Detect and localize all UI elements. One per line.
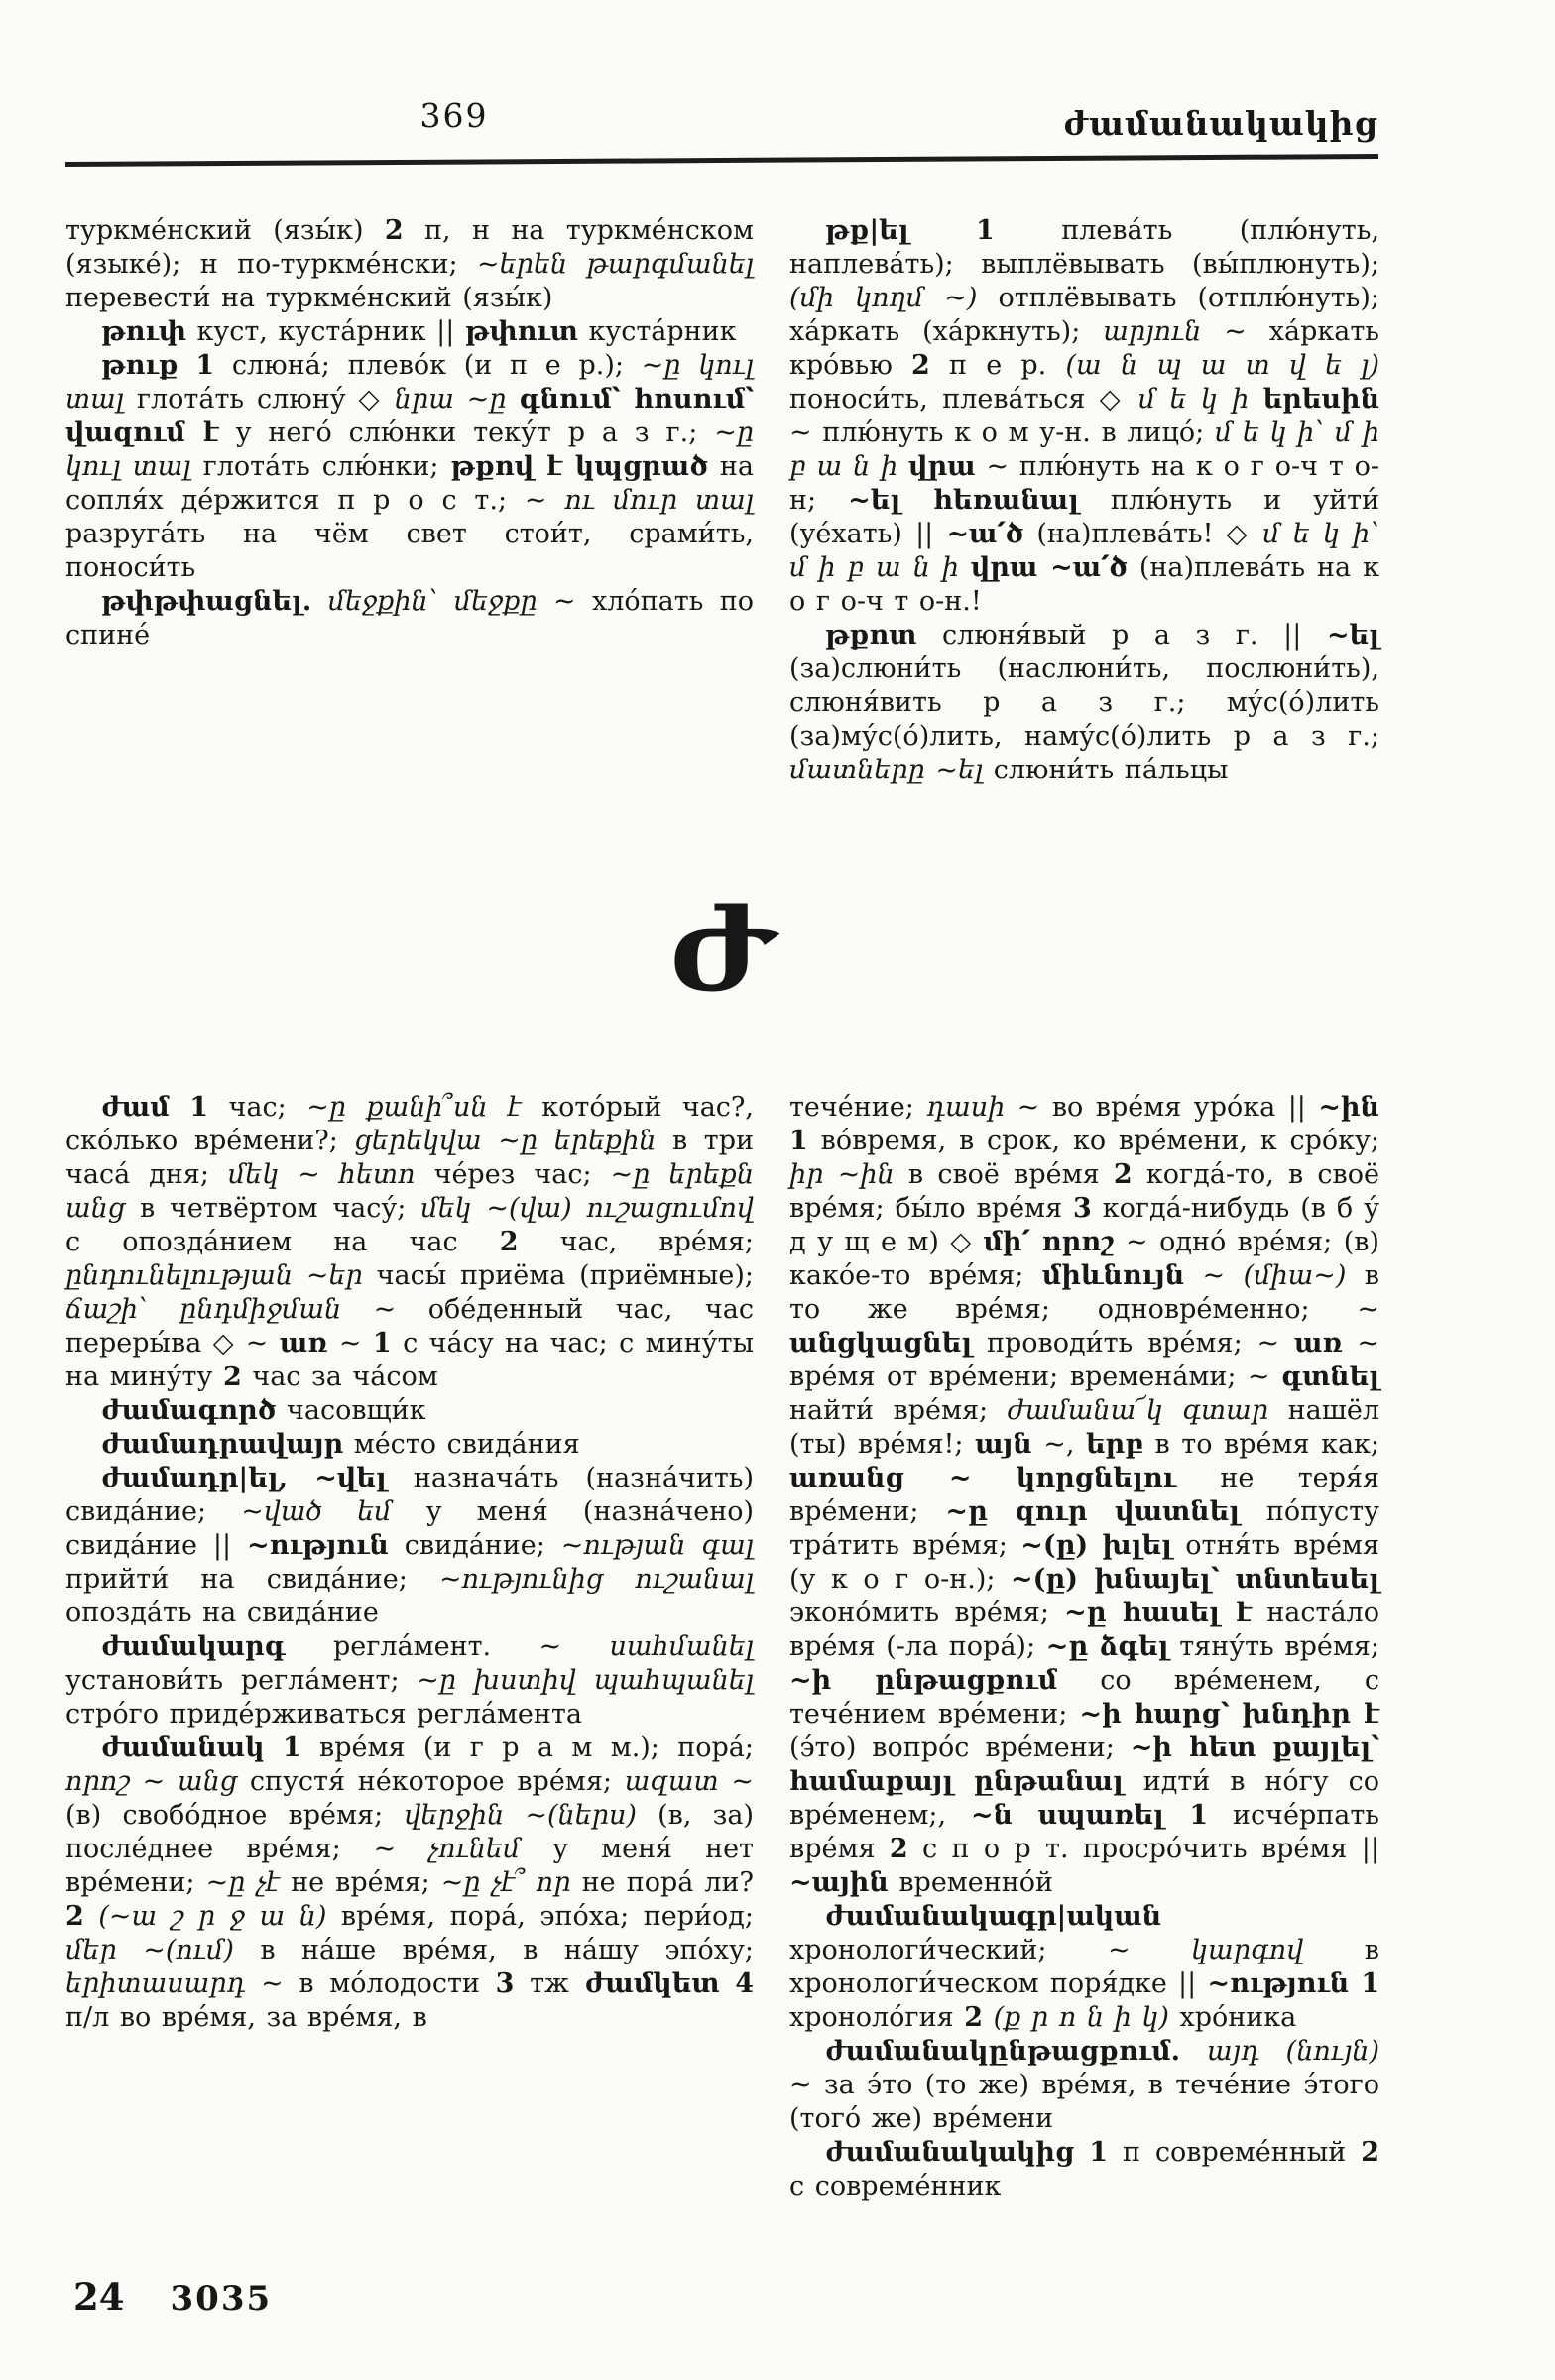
armenian-bold-run: ժամ (101, 1092, 170, 1123)
russian-text-run (897, 451, 908, 482)
armenian-italic-run: որոշ ~ անց (65, 1766, 238, 1797)
armenian-bold-run: ~ին 1 (789, 1092, 1379, 1156)
armenian-italic-run: արյուն (1103, 316, 1202, 347)
russian-text-run: (на)плева́ть! ◇ (1023, 519, 1263, 549)
russian-text-run: тече́ние; (789, 1092, 927, 1123)
armenian-italic-run: այդ (նույն) (1206, 2036, 1379, 2067)
russian-text-run: спустя́ не́которое вре́мя; (237, 1766, 625, 1797)
armenian-italic-run: ~ը չէ (205, 1867, 281, 1898)
armenian-bold-run: ~ն սպառել 1 (970, 1800, 1209, 1831)
russian-text-run: глота́ть слю́нки; (190, 451, 451, 482)
russian-text-run: с п о р т. просро́чить вре́мя || (907, 1834, 1379, 1864)
russian-text-run (1249, 384, 1262, 415)
dictionary-entry (789, 2136, 1379, 2203)
russian-text-run: ~ обе́денный час, час переры́ва ◇ ~ (65, 1294, 754, 1359)
russian-text-run: когда́-нибудь (в б у́ д у щ е м) ◇ (789, 1193, 1379, 1257)
top-section (65, 214, 1378, 787)
armenian-italic-run: կարգով (1191, 1935, 1304, 1965)
armenian-italic-run: մատները ~ել (789, 755, 984, 785)
russian-text-run: ~ плю́нуть к о м у-н. в лицо́; (789, 417, 1215, 448)
russian-text-run: куста́рник (577, 316, 737, 347)
russian-text-run: в своё вре́мя (894, 1159, 1114, 1190)
armenian-bold-run: 2 (222, 1362, 242, 1392)
russian-text-run: временно́й (888, 1867, 1054, 1898)
russian-text-run: со вре́менем, с тече́нием вре́мени; (789, 1665, 1379, 1729)
dictionary-entry (65, 1731, 754, 2035)
russian-text-run: ~ (1184, 1260, 1244, 1291)
russian-text-run: ~, (1031, 1429, 1086, 1460)
armenian-bold-run: 2 (889, 1834, 908, 1864)
dictionary-entry (65, 1630, 754, 1731)
russian-text-run: в то вре́мя как; (1142, 1429, 1380, 1460)
russian-text-run: кото́рый час?, ско́лько вре́мени?; (65, 1092, 754, 1156)
armenian-bold-run: ~ա՛ծ (946, 519, 1024, 549)
russian-text-run: тж (514, 1968, 585, 1999)
russian-text-run: нашёл (ты) вре́мя!; (789, 1395, 1379, 1460)
page-footer (73, 2275, 272, 2319)
armenian-italic-run: մ ե կ ի՝ մ ի բ ա ն ի (789, 519, 1379, 583)
armenian-bold-run: անցկացնել (789, 1328, 973, 1359)
armenian-italic-run: մ ե կ ի (1137, 384, 1250, 415)
russian-text-run: разруга́ть на чём свет стои́т, срами́ть, поноси́ть (65, 519, 754, 583)
armenian-italic-run: չունեմ (428, 1834, 521, 1864)
armenian-italic-run: ~ը կուլ տալ (65, 350, 754, 415)
russian-text-run: вре́мя, пора́, эпо́ха; пери́од; (326, 1901, 754, 1932)
armenian-italic-run: ~երեն թարգմանել (476, 249, 754, 280)
russian-text-run: хронологи́ческий; ~ (789, 1935, 1192, 1965)
russian-text-run: плю́нуть и уйти́ (уе́хать) || (789, 485, 1379, 549)
russian-text-run: глота́ть слюну́ ◇ (123, 384, 395, 415)
russian-text-run (959, 552, 971, 583)
russian-text-run (265, 1732, 283, 1763)
armenian-italic-run: իր ~ին (789, 1159, 895, 1190)
armenian-bold-run: առ (1293, 1328, 1343, 1359)
russian-text-run (719, 1968, 735, 1999)
armenian-italic-run: ~ված եմ (241, 1496, 392, 1527)
russian-text-run (507, 384, 520, 415)
russian-text-run (983, 2002, 994, 2033)
russian-text-run: п е р. (929, 350, 1066, 381)
armenian-italic-run: երիտասարդ (65, 1968, 246, 1999)
russian-text-run: опозда́ть на свида́ние (65, 1598, 379, 1628)
armenian-bold-run: ժամադր|ել, (101, 1463, 289, 1493)
dictionary-entry (65, 585, 754, 653)
bottom-right-column (789, 1091, 1379, 2203)
russian-text-run: по́пусту тра́тить вре́мя; (789, 1496, 1379, 1561)
russian-text-run: свида́ние; (388, 1530, 561, 1561)
russian-text-run (84, 1901, 99, 1932)
armenian-bold-run: առանց ~ կորցնելու (789, 1463, 1176, 1493)
armenian-bold-run: 1 (189, 1092, 209, 1123)
armenian-bold-run: 2 (1113, 1159, 1133, 1190)
top-right-column (789, 214, 1379, 787)
armenian-bold-run: 1 (372, 1328, 392, 1359)
quire-signature: 24 (73, 2275, 125, 2319)
armenian-bold-run: թփթփացնել. (101, 586, 312, 617)
armenian-bold-run: ժամկետ (584, 1968, 720, 1999)
armenian-italic-run: նրա ~ը (394, 384, 507, 415)
russian-text-run: (на)плева́ть на к о г о-ч т о-н.! (789, 552, 1379, 617)
russian-text-run: слюна́; плево́к (и п е р.); (214, 350, 642, 381)
bottom-left-column (65, 1091, 754, 2203)
russian-text-run: отплёвывать (отплю́нуть); ха́ркать (ха́ркнуть); (789, 283, 1379, 347)
russian-text-run: ~ (327, 1328, 373, 1359)
armenian-italic-run: ժամանա՜կ գտար (1007, 1395, 1269, 1426)
armenian-bold-run: միևնույն (1041, 1260, 1185, 1291)
russian-text-run: плева́ть (плю́нуть, наплева́ть); выплёвывать (вы́плюнуть); (789, 215, 1379, 280)
russian-text-run: на сопля́х де́ржится п р о с т.; (65, 451, 754, 516)
russian-text-run: (в, за) после́днее вре́мя; ~ (65, 1800, 754, 1864)
russian-text-run: часы́ приёма (приёмные); (362, 1260, 754, 1291)
armenian-bold-run: թքոտ (825, 620, 917, 651)
armenian-bold-run: ժամակարգ (101, 1631, 286, 1662)
dictionary-entry (65, 1428, 754, 1462)
dictionary-entry (65, 1394, 754, 1428)
russian-text-run: в хронологи́ческом поря́дке || (789, 1935, 1379, 1999)
armenian-italic-run: (~ա շ ր ջ ա ն) (98, 1901, 327, 1932)
russian-text-run: у меня́ (назна́чено) свида́ние || (65, 1496, 754, 1561)
russian-text-run: вре́мя (и г р а м м.); пора́; (300, 1732, 754, 1763)
russian-text-run: стро́го приде́рживаться регла́мента (65, 1699, 582, 1729)
armenian-bold-run: թուք (101, 350, 179, 381)
russian-text-run: поноси́ть, плева́ться ◇ (789, 384, 1138, 415)
russian-text-run: туркме́нский (язы́к) (65, 215, 385, 246)
armenian-bold-run: վրա ~ա՛ծ (970, 552, 1128, 583)
russian-text-run: в три часа́ дня; (65, 1126, 754, 1190)
dictionary-entry (65, 214, 754, 315)
russian-text-run: идти́ в но́гу со вре́менем;, (789, 1766, 1379, 1831)
guide-word: ժամանակակից (1062, 104, 1378, 143)
russian-text-run: куст, куста́рник || (185, 316, 465, 347)
armenian-bold-run: ~ը ձգել (1045, 1631, 1169, 1662)
armenian-bold-run: թփուտ (464, 316, 578, 347)
dictionary-entry (65, 349, 754, 585)
russian-text-run: перевести́ на туркме́нский (язы́к) (65, 283, 553, 313)
armenian-italic-run: ճաշի՝ ընդմիջման (65, 1294, 342, 1325)
russian-text-run: с ча́су на час; с мину́ты на мину́ту (65, 1328, 754, 1392)
top-left-column (65, 214, 754, 787)
russian-text-run: с совреме́нник (789, 2171, 1002, 2202)
russian-text-run: у него́ слю́нки теку́т р а з г.; (218, 417, 715, 448)
armenian-italic-run: մեկ ~ հետո (227, 1159, 416, 1190)
armenian-italic-run: (ա ն պ ա տ վ ե լ) (1065, 350, 1380, 381)
armenian-italic-run: մեկ ~(վա) ուշացումով (420, 1193, 754, 1224)
armenian-italic-run: ~ությունից ուշանալ (439, 1564, 754, 1595)
armenian-bold-run: ~ը հասել է (1064, 1598, 1253, 1628)
russian-text-run: ~ в мо́лодости (245, 1968, 496, 1999)
page-number: 369 (419, 96, 489, 135)
russian-text-run: часовщи́к (276, 1395, 426, 1426)
russian-text-run: не вре́мя; (280, 1867, 441, 1898)
russian-text-run: хроноло́гия (789, 2002, 965, 2033)
armenian-italic-run: ~ը խստիվ պահպանել (417, 1665, 754, 1696)
armenian-bold-run: ժամանակագր|ական (825, 1901, 1162, 1932)
armenian-italic-run: (մի կողմ ~) (789, 283, 978, 313)
russian-text-run (909, 215, 976, 246)
armenian-bold-run: երեսին (1262, 384, 1379, 415)
russian-text-run: ~ хло́пать по спине́ (65, 586, 754, 651)
armenian-bold-run: 3 (495, 1968, 515, 1999)
dictionary-entry (65, 1091, 754, 1394)
armenian-bold-run: ~ային (789, 1867, 889, 1898)
russian-text-run (288, 1463, 314, 1493)
armenian-bold-run: ժամանակընթացքում. (825, 2036, 1181, 2067)
page-header (65, 94, 1378, 152)
russian-text-run: ~ за э́то (то же) вре́мя, в тече́ние э́того (того́ же) вре́мени (789, 2070, 1379, 2134)
armenian-italic-run: (ք ր ո ն ի կ) (993, 2002, 1169, 2033)
russian-text-run: с опозда́нием на час (65, 1227, 500, 1257)
armenian-bold-run: ~(ը) խլել (1020, 1530, 1172, 1561)
russian-text-run: тяну́ть вре́мя; (1168, 1631, 1379, 1662)
armenian-bold-run: ~ություն (247, 1530, 389, 1561)
russian-text-run: час, вре́мя; (518, 1227, 754, 1257)
armenian-bold-run: ժամադրավայր (101, 1429, 344, 1460)
russian-text-run: не теря́я вре́мени; (789, 1463, 1380, 1527)
dictionary-entry (789, 2035, 1379, 2136)
russian-text-run: установи́ть регла́мент; (65, 1665, 418, 1696)
armenian-italic-run: ~ ու մուր տալ (524, 485, 754, 516)
armenian-bold-run: թք|ել (825, 215, 909, 246)
russian-text-run: наста́ло вре́мя (-ла пора́); (789, 1598, 1379, 1662)
armenian-bold-run: 1 (282, 1732, 301, 1763)
armenian-bold-run: ~ել (1326, 620, 1379, 651)
russian-text-run: найти́ вре́мя; (789, 1395, 1008, 1426)
russian-text-run: назнача́ть (назна́чить) свида́ние; (65, 1463, 754, 1527)
armenian-bold-run: մի՛ որոշ (983, 1227, 1115, 1257)
armenian-bold-run: 4 (735, 1968, 754, 1999)
armenian-bold-run: 1 (195, 350, 215, 381)
russian-text-run: в то же вре́мя; одновре́менно; ~ (789, 1260, 1379, 1325)
russian-text-run: в на́ше вре́мя, в на́шу эпо́ху; (233, 1935, 755, 1965)
russian-text-run: эконо́мить вре́мя; (789, 1598, 1065, 1628)
armenian-bold-run: երբ (1085, 1429, 1143, 1460)
russian-text-run (179, 350, 196, 381)
russian-text-run (1180, 2036, 1207, 2067)
armenian-bold-run: ~ել հեռանալ (848, 485, 1079, 516)
section-letter-divider: Ժ (669, 880, 775, 1017)
armenian-bold-run: ~ություն 1 (1207, 1968, 1379, 1999)
russian-text-run (1074, 2137, 1089, 2168)
armenian-italic-run: ~ը քանի՞սն է (306, 1092, 522, 1123)
armenian-bold-run: 1 (976, 215, 995, 246)
armenian-italic-run: ~ը երեքն անց (65, 1159, 755, 1224)
russian-text-run (311, 586, 327, 617)
russian-text-run: исче́рпать вре́мя (789, 1800, 1379, 1864)
bottom-section (65, 1091, 1378, 2203)
russian-text-run: не пора́ ли? (570, 1867, 754, 1898)
armenian-italic-run: վերջին ~(ներս) (404, 1800, 637, 1831)
russian-text-run: час за ча́сом (241, 1362, 438, 1392)
armenian-bold-run: ~վել (314, 1463, 387, 1493)
russian-text-run: в четвёртом часу́; (125, 1193, 421, 1224)
armenian-bold-run: 2 (499, 1227, 519, 1257)
armenian-italic-run: դասի (926, 1092, 1006, 1123)
russian-text-run: п/л во вре́мя, за вре́мя, в (65, 2002, 427, 2033)
armenian-italic-run: սահմանել (609, 1631, 754, 1662)
russian-text-run: у меня́ нет вре́мени; (65, 1834, 754, 1898)
dictionary-entry (789, 619, 1379, 787)
russian-text-run: ~ во вре́мя уро́ка || (1005, 1092, 1319, 1123)
armenian-italic-run: մեր ~(ում) (65, 1935, 234, 1965)
armenian-bold-run: ժամագործ (101, 1395, 277, 1426)
russian-text-run: слюни́ть па́льцы (983, 755, 1229, 785)
russian-text-run: во́время, в срок, ко вре́мени, к сро́ку; (807, 1126, 1379, 1156)
armenian-bold-run: ժամանակակից (825, 2137, 1075, 2168)
armenian-italic-run: մ ե կ ի՝ մ ի բ ա ն ի (789, 417, 1379, 482)
armenian-italic-run: ընդունելության ~եր (65, 1260, 363, 1291)
armenian-bold-run: 2 (964, 2002, 983, 2033)
armenian-bold-run: ~ի հետ քայլել՝ համաքայլ ընթանալ (789, 1732, 1379, 1797)
russian-text-run: ме́сто свида́ния (343, 1429, 580, 1460)
armenian-bold-run: 2 (65, 1901, 84, 1932)
armenian-italic-run: ~ության գալ (560, 1530, 754, 1561)
russian-text-run: регла́мент. ~ (285, 1631, 610, 1662)
armenian-bold-run: ժամանակ (101, 1732, 265, 1763)
armenian-bold-run: վրա (908, 451, 976, 482)
armenian-italic-run: ցերեկվա ~ը երեքին (354, 1126, 657, 1156)
armenian-bold-run: 3 (1073, 1193, 1092, 1224)
armenian-italic-run: ազատ ~ (624, 1766, 754, 1797)
russian-text-run: (за)слюни́ть (наслюни́ть, послюни́ть), слюня́вить р а з г.; му́с(о́)лить (за)му́с(о́)лить, наму́с(о́)лить р а з г.; (789, 654, 1379, 752)
armenian-italic-run: մեջքին՝ մեջքը (327, 586, 538, 617)
header-rule (65, 154, 1378, 167)
print-order-number: 3035 (170, 2279, 273, 2319)
russian-text-run: п, н на туркме́нском (языке́); н по-туркме́нски; (65, 215, 754, 280)
armenian-italic-run: ~ը կուլ տալ (65, 417, 754, 482)
armenian-bold-run: ~ի ընթացքում (789, 1665, 1058, 1696)
armenian-bold-run: առ (279, 1328, 328, 1359)
russian-text-run: хро́ника (1168, 2002, 1297, 2033)
dictionary-entry (789, 1091, 1379, 1900)
armenian-bold-run: ~ի հարց՝ խնդիր է (1079, 1699, 1379, 1729)
armenian-bold-run: 2 (1361, 2137, 1379, 2168)
armenian-bold-run: գնում՝ հոսում՝ վազում է (65, 384, 754, 448)
russian-text-run: ~ плю́нуть на к о г о-ч т о-н; (789, 451, 1379, 516)
dictionary-entry (789, 1900, 1379, 2035)
russian-text-run: час; (208, 1092, 307, 1123)
armenian-bold-run: թուփ (101, 316, 186, 347)
russian-text-run: отня́ть вре́мя (у к о г о-н.); (789, 1530, 1379, 1595)
armenian-bold-run: այն (975, 1429, 1032, 1460)
russian-text-run: прийти́ на свида́ние; (65, 1564, 440, 1595)
armenian-bold-run: 2 (384, 215, 404, 246)
armenian-bold-run: 1 (1089, 2137, 1108, 2168)
armenian-bold-run: ~(ը) խնայել՝ տնտեսել (1011, 1564, 1379, 1595)
russian-text-run: проводи́ть вре́мя; ~ (972, 1328, 1294, 1359)
russian-text-run: п совреме́нный (1108, 2137, 1362, 2168)
armenian-bold-run: թքով է կպցրած (450, 451, 708, 482)
russian-text-run (170, 1092, 190, 1123)
russian-text-run: ~ вре́мя от вре́мени; времена́ми; ~ (789, 1328, 1379, 1392)
dictionary-entry (789, 214, 1379, 619)
armenian-bold-run: 2 (911, 350, 930, 381)
armenian-bold-run: ~ը զուր վատնել (945, 1496, 1241, 1527)
russian-text-run: слюня́вый р а з г. || (916, 620, 1327, 651)
dictionary-entry (65, 315, 754, 349)
armenian-italic-run: ~ը չէ՞ որ (440, 1867, 571, 1898)
armenian-bold-run: գտնել (1281, 1362, 1379, 1392)
russian-text-run: ~ ха́ркать кро́вью (789, 316, 1379, 381)
russian-text-run: ~ одно́ вре́мя; (в) како́е-то вре́мя; (789, 1227, 1379, 1291)
russian-text-run: (в) свобо́дное вре́мя; (65, 1800, 405, 1831)
armenian-italic-run: (միա~) (1243, 1260, 1347, 1291)
dictionary-entry (65, 1462, 754, 1630)
russian-text-run: че́рез час; (415, 1159, 611, 1190)
russian-text-run: (э́то) вопро́с вре́мени; (789, 1732, 1131, 1763)
russian-text-run: когда́-то, в своё вре́мя; бы́ло вре́мя (789, 1159, 1379, 1224)
